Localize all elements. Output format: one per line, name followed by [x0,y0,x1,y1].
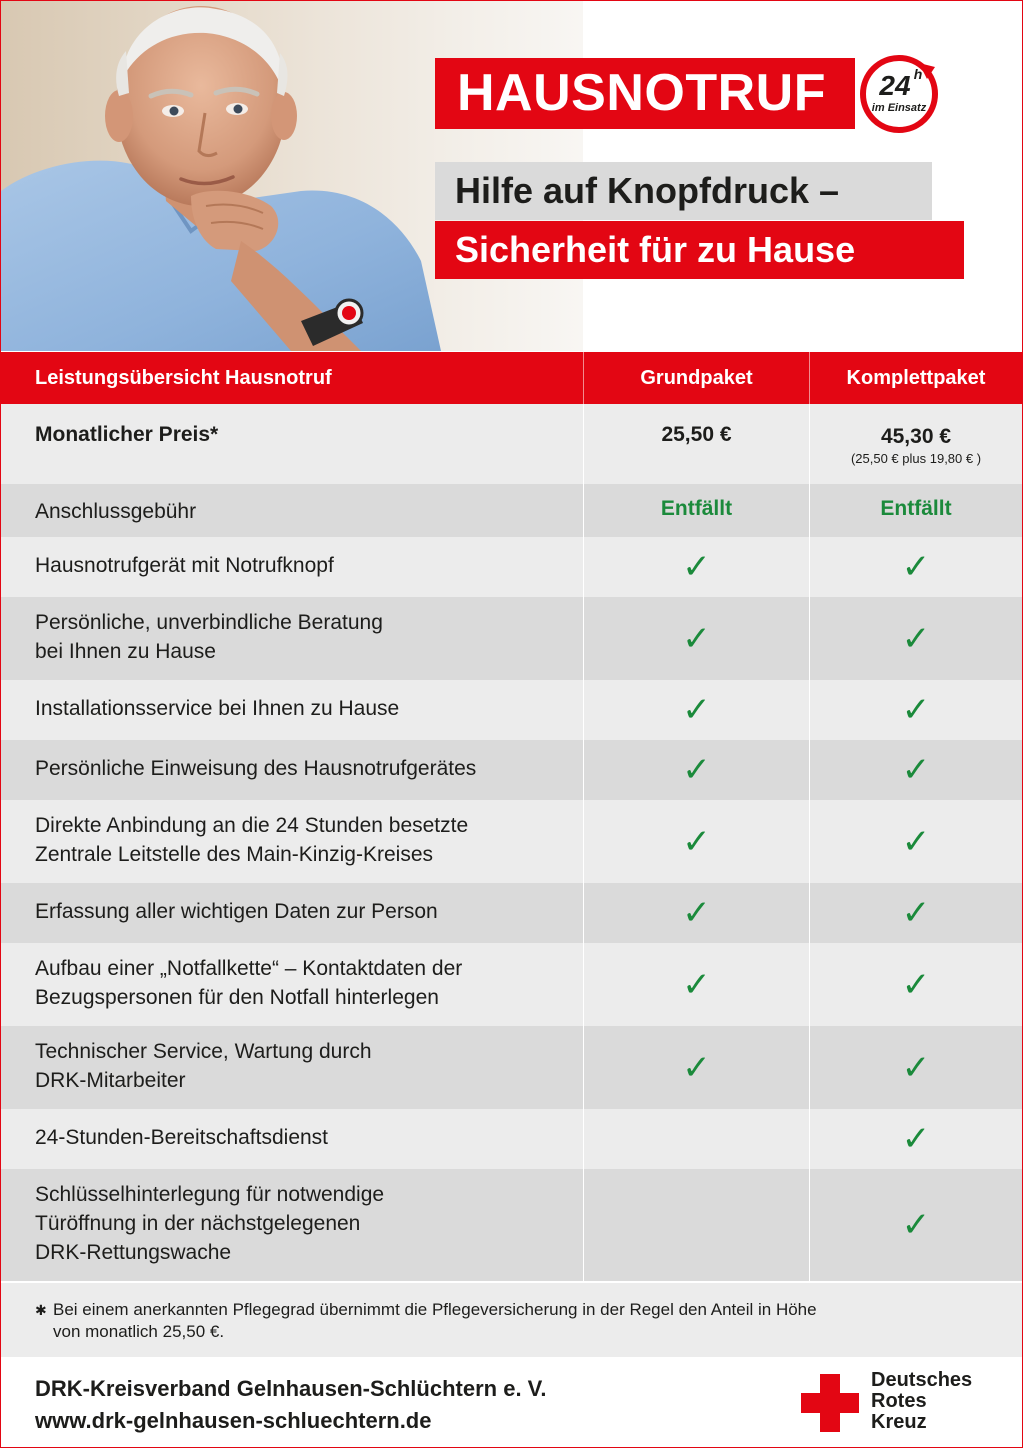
row-label: Schlüsselhinterlegung für notwendige Türöffnung in der nächstgelegenen DRK-Rettungswache [35,1183,385,1264]
row-komplettpaket-cell [809,597,1022,680]
row-grundpaket-cell [583,597,809,680]
table-header-row [1,352,1022,404]
checkmark-icon: ✓ [901,964,931,1005]
row-label: Technischer Service, Wartung durch DRK-Mitarbeiter [35,1040,372,1092]
badge-h-text: h [913,66,923,82]
row-grundpaket-cell [583,740,809,800]
price-komplettpaket-note: (25,50 € plus 19,80 € ) [850,451,982,466]
checkmark-icon: ✓ [682,821,711,862]
row-komplettpaket-cell [809,740,1022,800]
price-row [1,404,1022,484]
footnote-asterisk-icon: ✱ [35,1302,47,1318]
24h-badge-icon [857,53,941,135]
checkmark-icon: ✓ [682,1047,711,1088]
fee-grundpaket: Entfällt [583,484,809,537]
checkmark-icon: ✓ [901,618,931,659]
row-komplettpaket-cell [809,800,1022,883]
subtitle-line-2: Sicherheit für zu Hause [435,221,964,279]
table-row [1,680,1022,740]
feature-rows [1,537,1022,1281]
checkmark-icon: ✓ [901,690,931,730]
row-grundpaket-cell [583,1026,809,1109]
checkmark-icon: ✓ [901,821,931,862]
checkmark-icon: ✓ [682,750,711,790]
footnote [1,1283,1022,1357]
checkmark-icon: ✓ [682,893,711,933]
row-label: Installationsservice bei Ihnen zu Hause [35,697,400,720]
table-row [1,943,1022,1026]
row-grundpaket-cell [583,883,809,943]
checkmark-icon: ✓ [682,964,711,1005]
checkmark-icon: ✓ [901,547,931,587]
fee-komplettpaket: Entfällt [809,484,1022,537]
fee-row [1,484,1022,537]
row-komplettpaket-cell [809,537,1022,597]
hausnotruf-title: HAUSNOTRUF [435,58,855,129]
row-label: Erfassung aller wichtigen Daten zur Person [35,900,438,923]
row-label: Direkte Anbindung an die 24 Stunden besetzte Zentrale Leitstelle des Main-Kinzig-Kreises [35,814,469,866]
table-row [1,1026,1022,1109]
hero-section [1,1,1022,351]
website-link[interactable]: www.drk-gelnhausen-schluechtern.de [35,1408,432,1433]
fee-label: Anschlussgebühr [35,500,197,523]
table-row [1,800,1022,883]
checkmark-icon: ✓ [901,1205,931,1245]
price-komplettpaket-cell [809,404,1022,484]
row-grundpaket-cell [583,680,809,740]
table-row [1,537,1022,597]
logo-wordmark [871,1370,972,1433]
row-label: Aufbau einer „Notfallkette“ – Kontaktdaten der Bezugspersonen für den Notfall hinterlegen [35,957,463,1009]
table-row [1,883,1022,943]
header-grundpaket: Grundpaket [583,352,809,404]
subtitle-line-1: Hilfe auf Knopfdruck – [435,162,932,220]
row-label: Persönliche, unverbindliche Beratung bei Ihnen zu Hause [35,611,383,663]
row-label: 24-Stunden-Bereitschaftsdienst [35,1126,329,1149]
footnote-line-2: von monatlich 25,50 €. [53,1322,225,1341]
table-row [1,740,1022,800]
footnote-line-1: Bei einem anerkannten Pflegegrad übernimmt die Pflegeversicherung in der Regel den Anteil in Höhe [53,1300,817,1319]
row-komplettpaket-cell [809,1169,1022,1281]
drk-logo [801,1368,1001,1438]
checkmark-icon: ✓ [901,1119,931,1159]
badge-24-text: 24 [879,70,911,101]
checkmark-icon: ✓ [901,1047,931,1088]
row-komplettpaket-cell [809,680,1022,740]
row-komplettpaket-cell [809,943,1022,1026]
checkmark-icon: ✓ [682,547,711,587]
row-label: Hausnotrufgerät mit Notrufknopf [35,554,334,577]
checkmark-icon: ✓ [682,618,711,659]
checkmark-icon: ✓ [682,690,711,730]
header-service: Leistungsübersicht Hausnotruf [35,367,332,389]
table-row [1,1169,1022,1281]
logo-line-1: Deutsches [871,1369,973,1391]
table-row [1,1109,1022,1169]
price-komplettpaket: 45,30 € [880,425,952,448]
logo-line-3: Kreuz [871,1411,927,1433]
organization-name: DRK-Kreisverband Gelnhausen-Schlüchtern e. V. [35,1376,547,1401]
row-grundpaket-cell [583,800,809,883]
checkmark-icon: ✓ [901,893,931,933]
row-grundpaket-cell [583,1169,809,1281]
price-grundpaket: 25,50 € [583,404,809,484]
row-grundpaket-cell [583,943,809,1026]
row-komplettpaket-cell [809,883,1022,943]
row-grundpaket-cell [583,537,809,597]
header-komplettpaket: Komplettpaket [809,352,1022,404]
footer [1,1358,1022,1446]
table-row [1,597,1022,680]
row-label: Persönliche Einweisung des Hausnotrufgerätes [35,757,477,780]
row-komplettpaket-cell [809,1026,1022,1109]
row-komplettpaket-cell [809,1109,1022,1169]
row-grundpaket-cell [583,1109,809,1169]
badge-einsatz-text: im Einsatz [871,102,927,114]
services-table [1,352,1022,1281]
checkmark-icon: ✓ [901,750,931,790]
red-cross-icon [801,1374,859,1432]
price-label: Monatlicher Preis* [35,423,219,446]
logo-line-2: Rotes [871,1390,927,1412]
